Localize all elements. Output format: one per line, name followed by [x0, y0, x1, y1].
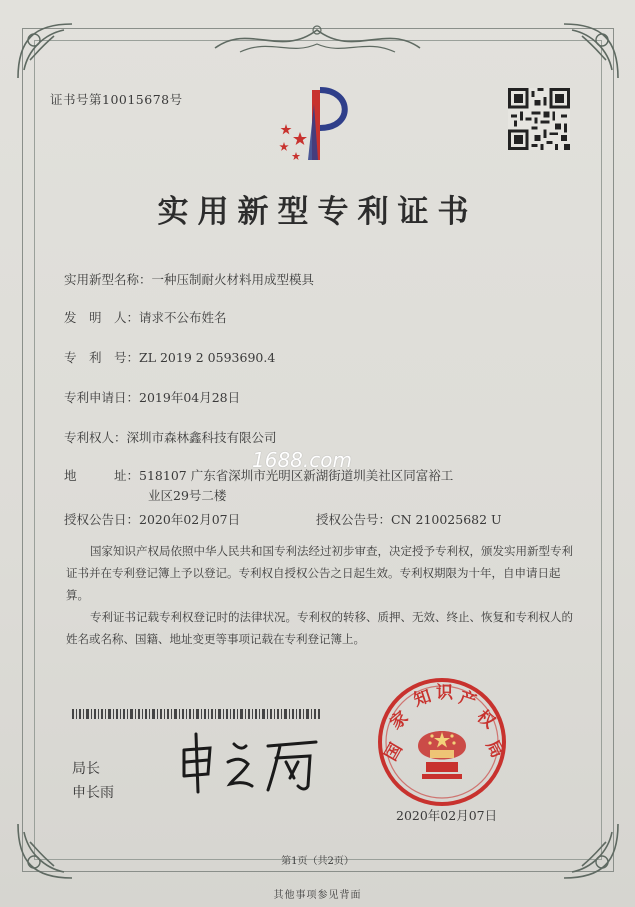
- inventor-row: [64, 308, 227, 326]
- barcode: [72, 704, 322, 714]
- svg-text:家: 家: [386, 707, 413, 734]
- patent-number-row: [64, 348, 275, 366]
- svg-text:权: 权: [472, 706, 499, 733]
- svg-text:产: 产: [456, 687, 479, 713]
- page-number: 第1页（共2页）: [281, 856, 354, 867]
- inventor-value: 请求不公布姓名: [139, 310, 227, 325]
- utility-model-name-row: [64, 270, 314, 288]
- footer-note: 其他事项参见背面: [273, 890, 362, 901]
- legal-paragraph-1: 国家知识产权局依照中华人民共和国专利法经过初步审查，决定授予专利权，颁发实用新型专利证书并在专利登记簿上予以登记。专利权自授权公告之日起生效。专利权期限为十年，自申请日起算。: [66, 544, 573, 602]
- certificate-number: 证书号第10015678号: [50, 92, 183, 107]
- seal-date: 2020年02月07日: [396, 808, 498, 823]
- svg-text:局: 局: [481, 736, 508, 762]
- utility-model-name-label: 实用新型名称：: [64, 272, 152, 287]
- grant-date-value: 2020年02月07日: [139, 512, 241, 527]
- address-line-2: 业区29号二楼: [148, 488, 227, 503]
- svg-text:识: 识: [436, 683, 453, 703]
- address-label: 地 址：: [64, 468, 140, 483]
- qr-code: [508, 88, 570, 150]
- address-line-1: 518107 广东省深圳市光明区新湖街道圳美社区同富裕工: [139, 468, 454, 483]
- patent-number-value: ZL 2019 2 0593690.4: [139, 350, 276, 365]
- corner-ornament-top-left: [14, 20, 76, 82]
- certificate-title: 实用新型专利证书: [157, 194, 478, 230]
- filing-date-value: 2019年04月28日: [139, 390, 241, 405]
- inventor-label: 发 明 人：: [64, 310, 140, 325]
- grant-number-row: [316, 510, 502, 528]
- corner-ornament-top-right: [560, 20, 622, 82]
- patent-office-logo: [262, 84, 362, 170]
- patentee-row: [64, 428, 277, 446]
- signatory-title: 局长: [72, 761, 100, 777]
- handwritten-signature: [176, 728, 326, 798]
- official-seal: [376, 676, 508, 808]
- grant-number-label: 授权公告号：: [316, 512, 392, 527]
- grant-number-value: CN 210025682 U: [391, 512, 502, 527]
- utility-model-name-value: 一种压制耐火材料用成型模具: [151, 272, 315, 287]
- watermark: 1688.com: [252, 448, 352, 472]
- patentee-value: 深圳市森林鑫科技有限公司: [126, 430, 277, 445]
- grant-date-row: [64, 510, 240, 528]
- grant-date-label: 授权公告日：: [64, 512, 140, 527]
- svg-text:国: 国: [381, 739, 407, 765]
- patent-number-label: 专 利 号：: [64, 350, 140, 365]
- corner-ornament-bottom-right: [560, 820, 622, 882]
- patentee-label: 专利权人：: [64, 430, 127, 445]
- filing-date-row: [64, 388, 240, 406]
- filing-date-label: 专利申请日：: [64, 390, 140, 405]
- legal-paragraph-2: 专利证书记载专利权登记时的法律状况。专利权的转移、质押、无效、终止、恢复和专利权人的姓名或名称、国籍、地址变更等事项记载在专利登记簿上。: [66, 610, 573, 646]
- signatory-name: 申长雨: [72, 785, 114, 801]
- svg-text:知: 知: [411, 686, 434, 711]
- top-ornament: [210, 18, 425, 62]
- corner-ornament-bottom-left: [14, 820, 76, 882]
